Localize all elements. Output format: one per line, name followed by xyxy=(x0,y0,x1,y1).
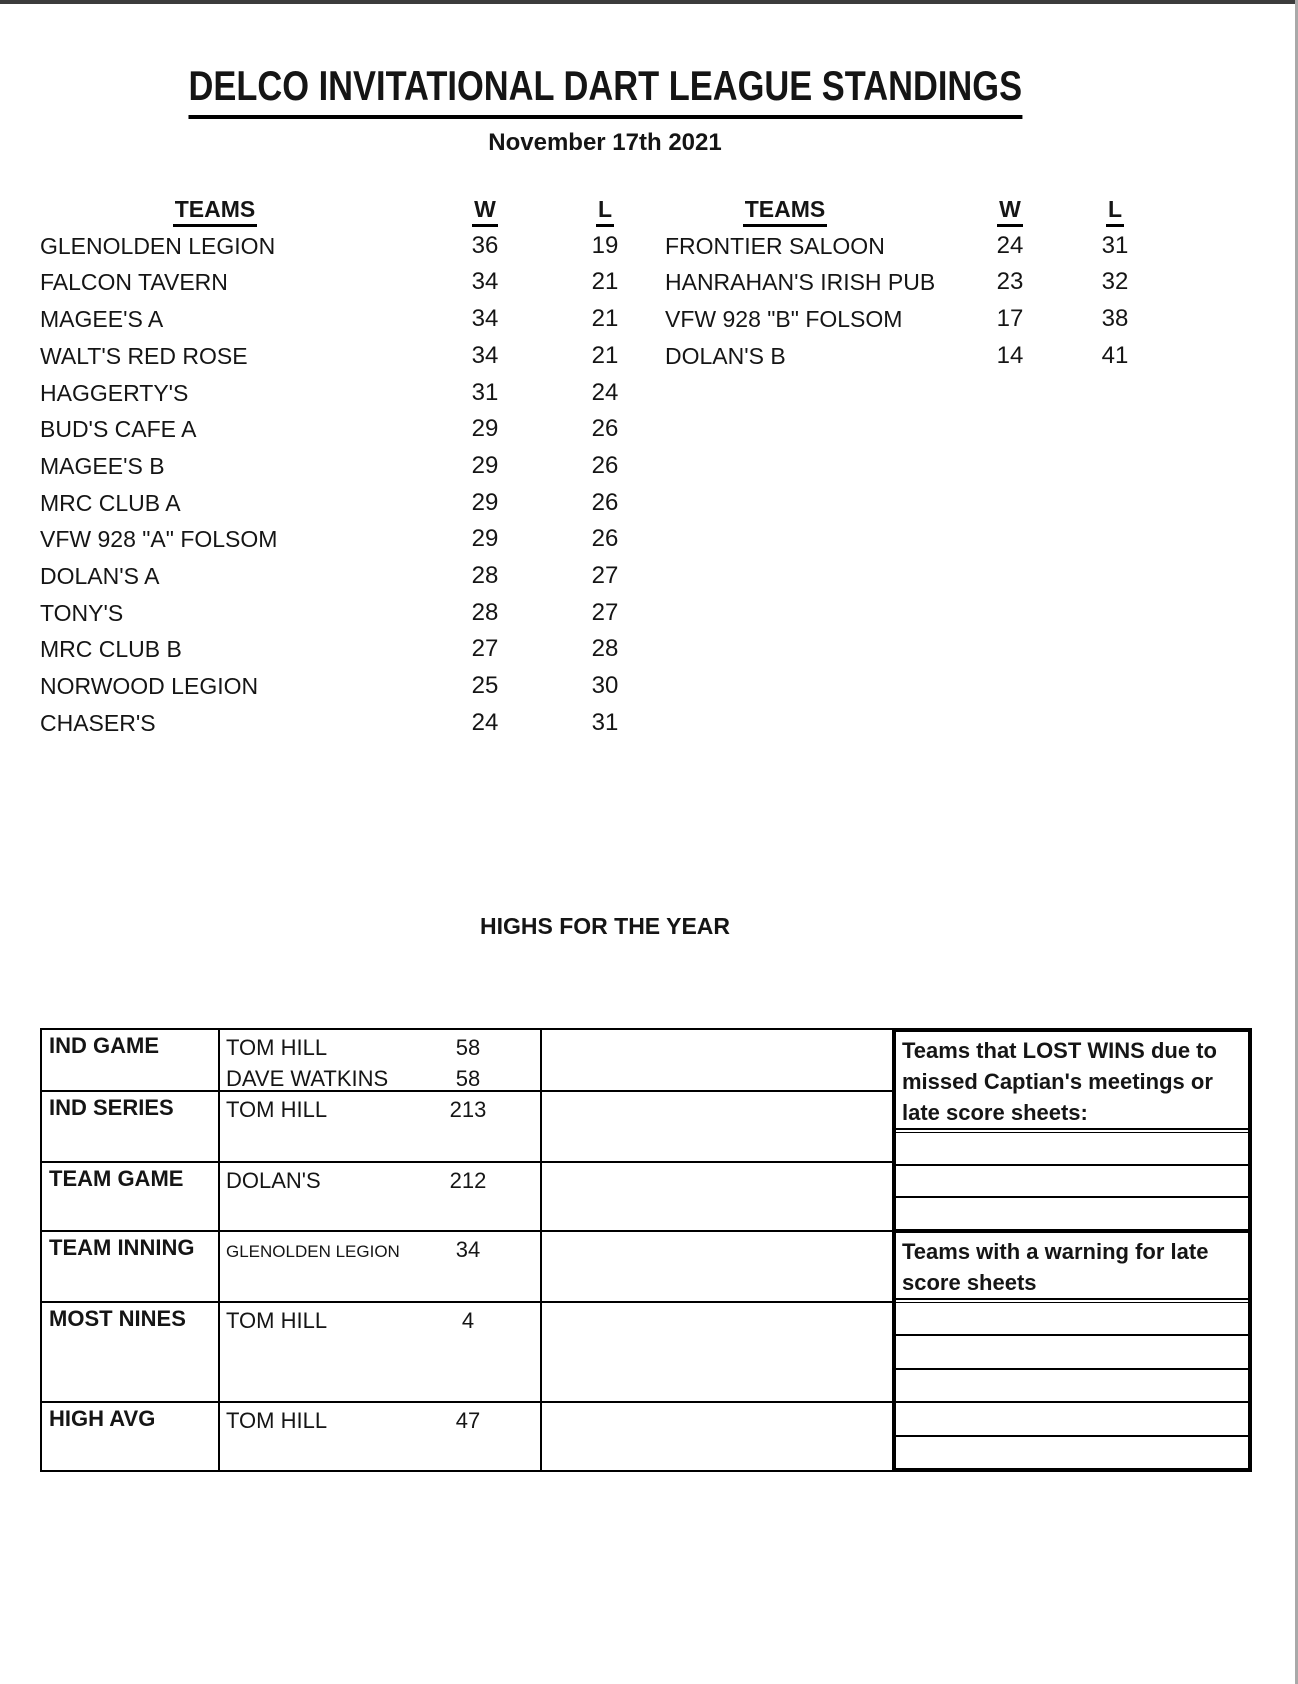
losses-value: 26 xyxy=(591,415,619,443)
empty-cell xyxy=(542,1232,892,1301)
wins-value: 29 xyxy=(471,451,499,479)
losses-value: 26 xyxy=(591,488,619,516)
wins-value: 28 xyxy=(471,562,499,590)
record-value: 47 xyxy=(455,1408,481,1433)
wins-value: 34 xyxy=(471,268,499,296)
team-row xyxy=(40,228,660,265)
record-value: 34 xyxy=(455,1237,481,1262)
empty-row xyxy=(896,1437,1248,1468)
record-cell xyxy=(220,1163,542,1230)
team-name: MRC CLUB B xyxy=(40,636,182,663)
column-header-wins: W xyxy=(997,194,1023,227)
standings-header-row xyxy=(40,191,660,228)
team-name: HAGGERTY'S xyxy=(40,379,189,406)
empty-row xyxy=(896,1403,1248,1436)
wins-value: 25 xyxy=(471,672,499,700)
highs-row-team-inning xyxy=(42,1232,892,1303)
team-row xyxy=(665,228,1165,265)
team-row xyxy=(40,338,660,375)
team-name: DOLAN'S A xyxy=(40,563,160,590)
wins-value: 24 xyxy=(996,231,1024,259)
empty-row xyxy=(896,1166,1248,1199)
team-name: DOLAN'S B xyxy=(665,342,786,369)
team-row xyxy=(40,264,660,301)
empty-row xyxy=(896,1303,1248,1336)
column-header-losses: L xyxy=(596,194,614,227)
losses-value: 21 xyxy=(591,341,619,369)
team-name: HANRAHAN'S IRISH PUB xyxy=(665,269,936,296)
losses-value: 21 xyxy=(591,305,619,333)
wins-value: 28 xyxy=(471,598,499,626)
column-header-losses: L xyxy=(1106,194,1124,227)
losses-value: 21 xyxy=(591,268,619,296)
wins-value: 24 xyxy=(471,708,499,736)
team-name: VFW 928 "A" FOLSOM xyxy=(40,526,278,553)
team-name: FALCON TAVERN xyxy=(40,269,228,296)
wins-value: 36 xyxy=(471,231,499,259)
losses-value: 24 xyxy=(591,378,619,406)
team-name: GLENOLDEN LEGION xyxy=(40,232,276,259)
losses-value: 26 xyxy=(591,451,619,479)
highs-section-heading: HIGHS FOR THE YEAR xyxy=(479,913,731,939)
team-row xyxy=(665,301,1165,338)
record-cell xyxy=(220,1092,542,1161)
record-value: 58 xyxy=(455,1035,481,1060)
team-row xyxy=(40,558,660,595)
losses-value: 26 xyxy=(591,525,619,553)
notice-boxes xyxy=(892,1028,1252,1472)
wins-value: 27 xyxy=(471,635,499,663)
empty-cell xyxy=(542,1163,892,1230)
column-header-teams: TEAMS xyxy=(173,194,258,227)
losses-value: 28 xyxy=(591,635,619,663)
column-header-teams: TEAMS xyxy=(743,194,828,227)
team-row xyxy=(40,595,660,632)
title-block xyxy=(0,62,1210,119)
category-cell: IND GAME xyxy=(42,1030,220,1094)
wins-value: 17 xyxy=(996,305,1024,333)
record-holder: GLENOLDEN LEGION xyxy=(226,1242,400,1261)
record-holder: TOM HILL xyxy=(226,1308,328,1333)
losses-value: 41 xyxy=(1101,341,1129,369)
empty-row xyxy=(896,1336,1248,1369)
warning-box xyxy=(892,1233,1252,1472)
highs-row-ind-series xyxy=(42,1092,892,1163)
team-name: MRC CLUB A xyxy=(40,489,181,516)
wins-value: 29 xyxy=(471,488,499,516)
wins-value: 31 xyxy=(471,378,499,406)
team-name: WALT'S RED ROSE xyxy=(40,342,248,369)
team-row xyxy=(40,375,660,412)
page-top-border xyxy=(0,0,1298,4)
record-holder: TOM HILL xyxy=(226,1097,328,1122)
wins-value: 34 xyxy=(471,341,499,369)
team-row xyxy=(40,521,660,558)
highs-row-ind-game xyxy=(42,1030,892,1092)
record-holder: DOLAN'S xyxy=(226,1168,321,1193)
losses-value: 19 xyxy=(591,231,619,259)
losses-value: 27 xyxy=(591,598,619,626)
team-row xyxy=(40,411,660,448)
warning-heading: Teams with a warning for late score sheets xyxy=(902,1239,1209,1295)
losses-value: 32 xyxy=(1101,268,1129,296)
wins-value: 29 xyxy=(471,525,499,553)
record-cell xyxy=(220,1030,542,1094)
team-name: TONY'S xyxy=(40,599,124,626)
empty-cell xyxy=(542,1303,892,1401)
record-value: 212 xyxy=(449,1168,487,1193)
team-row xyxy=(40,301,660,338)
losses-value: 31 xyxy=(591,708,619,736)
team-row xyxy=(665,338,1165,375)
losses-value: 30 xyxy=(591,672,619,700)
team-name: FRONTIER SALOON xyxy=(665,232,885,259)
highs-row-team-game xyxy=(42,1163,892,1232)
lost-wins-box xyxy=(892,1028,1252,1233)
category-cell: TEAM GAME xyxy=(42,1163,220,1230)
highs-row-most-nines xyxy=(42,1303,892,1403)
page-title: DELCO INVITATIONAL DART LEAGUE STANDINGS xyxy=(188,62,1022,119)
team-row xyxy=(40,668,660,705)
team-name: BUD'S CAFE A xyxy=(40,416,197,443)
record-cell xyxy=(220,1303,542,1401)
highs-table xyxy=(40,1028,892,1472)
wins-value: 14 xyxy=(996,341,1024,369)
category-cell: HIGH AVG xyxy=(42,1403,220,1470)
category-cell: IND SERIES xyxy=(42,1092,220,1161)
standings-table-right xyxy=(665,191,1165,375)
losses-value: 38 xyxy=(1101,305,1129,333)
column-header-wins: W xyxy=(472,194,498,227)
record-cell xyxy=(220,1403,542,1470)
team-name: NORWOOD LEGION xyxy=(40,673,259,700)
lost-wins-heading: Teams that LOST WINS due to missed Captian's meetings or late score sheets: xyxy=(902,1038,1217,1125)
team-row xyxy=(40,448,660,485)
standings-header-row xyxy=(665,191,1165,228)
record-value: 4 xyxy=(461,1308,475,1333)
category-cell: MOST NINES xyxy=(42,1303,220,1401)
wins-value: 29 xyxy=(471,415,499,443)
empty-cell xyxy=(542,1403,892,1470)
record-holder: TOM HILL xyxy=(226,1408,328,1433)
record-cell xyxy=(220,1232,542,1301)
team-name: VFW 928 "B" FOLSOM xyxy=(665,306,903,333)
record-holder: TOM HILL xyxy=(226,1035,328,1060)
empty-row xyxy=(896,1370,1248,1403)
team-row xyxy=(40,631,660,668)
team-name: CHASER'S xyxy=(40,709,156,736)
empty-row xyxy=(896,1133,1248,1166)
record-value: 213 xyxy=(449,1097,487,1122)
highs-row-high-avg xyxy=(42,1403,892,1470)
date-label: November 17th 2021 xyxy=(488,129,722,156)
losses-value: 27 xyxy=(591,562,619,590)
category-cell: TEAM INNING xyxy=(42,1232,220,1301)
team-name: MAGEE'S B xyxy=(40,452,165,479)
empty-row xyxy=(896,1198,1248,1229)
record-holder: DAVE WATKINS xyxy=(226,1066,389,1091)
empty-cell xyxy=(542,1030,892,1094)
team-row xyxy=(40,485,660,522)
standings-table-left xyxy=(40,191,660,742)
team-row xyxy=(40,705,660,742)
record-value: 58 xyxy=(455,1066,481,1091)
wins-value: 23 xyxy=(996,268,1024,296)
highs-and-notices-table xyxy=(40,1028,1252,1472)
empty-cell xyxy=(542,1092,892,1161)
team-name: MAGEE'S A xyxy=(40,306,164,333)
wins-value: 34 xyxy=(471,305,499,333)
losses-value: 31 xyxy=(1101,231,1129,259)
team-row xyxy=(665,264,1165,301)
